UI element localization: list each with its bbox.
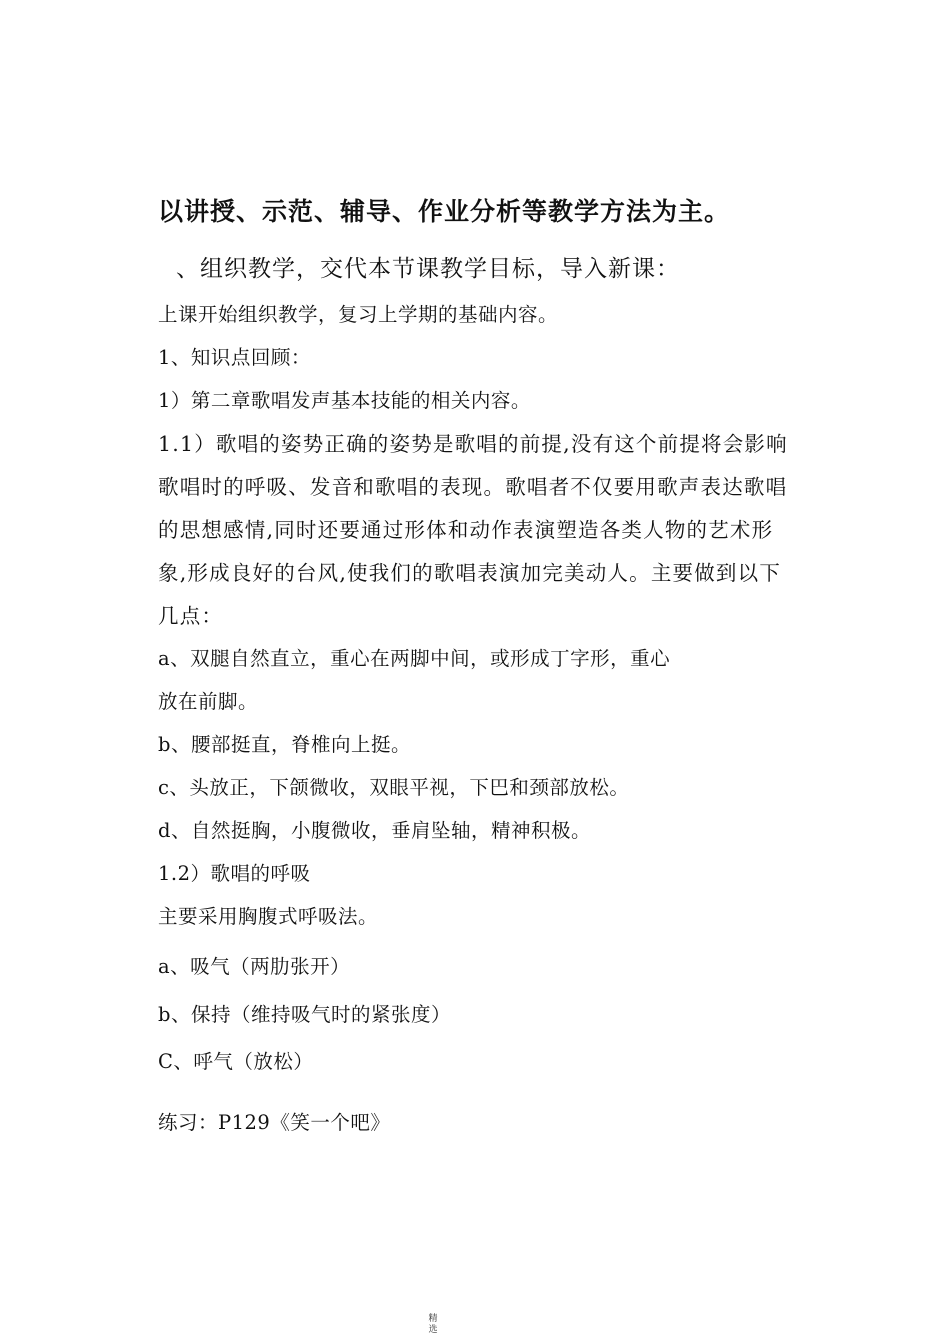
- page-heading: 以讲授、示范、辅导、作业分析等教学方法为主。: [158, 197, 731, 226]
- posture-paragraph-line: 的思想感情,同时还要通过形体和动作表演塑造各类人物的艺术形: [158, 518, 774, 542]
- section-title: 、组织教学，交代本节课教学目标，导入新课：: [176, 256, 680, 282]
- intro-text: 上课开始组织教学，复习上学期的基础内容。: [158, 303, 559, 326]
- breathing-step-b: b、保持（维持吸气时的紧张度）: [158, 1003, 451, 1026]
- posture-paragraph-line: 歌唱时的呼吸、发音和歌唱的表现。歌唱者不仅要用歌声表达歌唱: [158, 475, 788, 499]
- breathing-step-c: C、呼气（放松）: [158, 1050, 314, 1073]
- breathing-method: 主要采用胸腹式呼吸法。: [158, 905, 379, 928]
- posture-point-d: d、自然挺胸，小腹微收，垂肩坠轴，精神积极。: [158, 819, 591, 842]
- posture-paragraph-line: 1.1）歌唱的姿势正确的姿势是歌唱的前提,没有这个前提将会影响: [158, 432, 788, 456]
- chapter-item: 1）第二章歌唱发声基本技能的相关内容。: [158, 389, 531, 412]
- posture-point-a: a、双腿自然直立，重心在两脚中间，或形成丁字形，重心: [158, 647, 671, 670]
- breathing-step-a: a、吸气（两肋张开）: [158, 955, 351, 978]
- practice-line: 练习：P129《笑一个吧》: [158, 1111, 391, 1134]
- posture-paragraph-line: 几点：: [158, 604, 224, 628]
- posture-paragraph-line: 象,形成良好的台风,使我们的歌唱表演加完美动人。主要做到以下: [158, 561, 782, 585]
- page-footer: 精选: [428, 1314, 438, 1335]
- breathing-title: 1.2）歌唱的呼吸: [158, 862, 311, 885]
- review-title: 1、知识点回顾：: [158, 346, 311, 369]
- posture-point-b: b、腰部挺直，脊椎向上挺。: [158, 733, 411, 756]
- posture-point-a-continued: 放在前脚。: [158, 690, 259, 713]
- posture-point-c: c、头放正，下颌微收，双眼平视，下巴和颈部放松。: [158, 776, 630, 799]
